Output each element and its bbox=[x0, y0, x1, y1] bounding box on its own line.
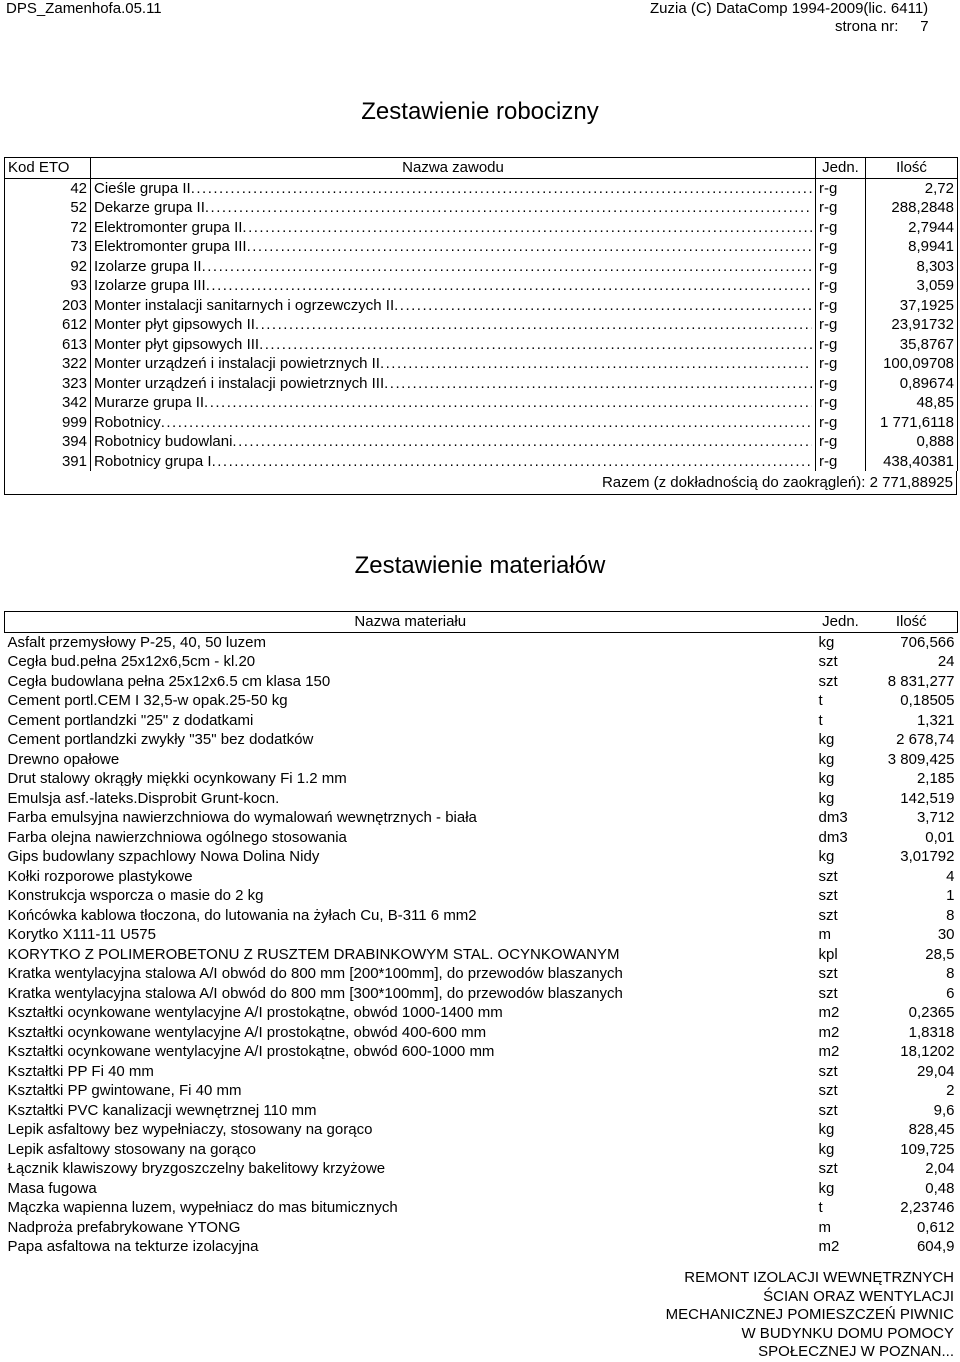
material-name: Korytko X111-11 U575 bbox=[7, 926, 156, 943]
material-name: Gips budowlany szpachlowy Nowa Dolina Nidy bbox=[7, 848, 320, 865]
labor-code: 323 bbox=[5, 374, 91, 394]
labor-name-cell bbox=[91, 452, 816, 472]
labor-qty: 37,1925 bbox=[866, 296, 958, 316]
material-qty: 4 bbox=[946, 867, 955, 885]
total-value: 2 771,88925 bbox=[869, 474, 953, 491]
labor-name: Elektromonter grupa III bbox=[94, 238, 247, 255]
material-unit: m2 bbox=[818, 1004, 840, 1021]
material-row bbox=[5, 1218, 958, 1238]
material-unit: dm3 bbox=[818, 828, 848, 846]
material-name: Farba olejna nawierzchniowa ogólnego stosowania bbox=[7, 828, 347, 846]
labor-name-cell bbox=[91, 257, 816, 277]
dot-leader bbox=[191, 179, 812, 199]
labor-row bbox=[5, 335, 958, 355]
material-unit: szt bbox=[818, 1101, 838, 1119]
labor-qty: 48,85 bbox=[866, 393, 958, 413]
labor-code: 612 bbox=[5, 315, 91, 335]
material-qty: 0,2365 bbox=[908, 1004, 955, 1021]
labor-row bbox=[5, 413, 958, 433]
material-qty: 142,519 bbox=[900, 789, 955, 807]
material-qty: 706,566 bbox=[900, 633, 955, 651]
dot-leader bbox=[206, 276, 812, 296]
project-note-line: SPOŁECZNEJ W POZNAN... bbox=[758, 1343, 954, 1360]
material-qty: 604,9 bbox=[916, 1238, 955, 1255]
material-row bbox=[5, 789, 958, 809]
material-row bbox=[5, 867, 958, 887]
dot-leader bbox=[205, 198, 812, 218]
material-row bbox=[5, 632, 958, 652]
material-unit: szt bbox=[818, 672, 838, 690]
material-name: Cement portlandzki zwykły "35" bez dodatków bbox=[7, 731, 314, 748]
dot-leader bbox=[161, 413, 812, 433]
labor-qty: 8,9941 bbox=[866, 237, 958, 257]
material-row bbox=[5, 1159, 958, 1179]
material-unit: kg bbox=[818, 789, 835, 807]
material-unit: kg bbox=[818, 848, 835, 865]
labor-name-cell bbox=[91, 198, 816, 218]
material-qty: 109,725 bbox=[900, 1140, 955, 1158]
material-name: Drut stalowy okrągły miękki ocynkowany Fi 1.2 mm bbox=[7, 770, 347, 787]
page-number: 7 bbox=[920, 18, 929, 35]
labor-name: Robotnicy budowlani bbox=[94, 433, 233, 450]
labor-unit: r-g bbox=[816, 315, 866, 335]
dot-leader bbox=[259, 335, 812, 355]
labor-code: 394 bbox=[5, 432, 91, 452]
labor-code: 72 bbox=[5, 218, 91, 238]
material-qty: 3 809,425 bbox=[887, 750, 955, 768]
col-qty-header: Ilość bbox=[866, 158, 958, 179]
labor-code: 73 bbox=[5, 237, 91, 257]
dot-leader bbox=[384, 374, 812, 394]
col-code-header: Kod ETO bbox=[5, 158, 91, 179]
labor-qty: 2,7944 bbox=[866, 218, 958, 238]
materials-title: Zestawienie materiałów bbox=[354, 552, 606, 579]
labor-unit: r-g bbox=[816, 198, 866, 218]
labor-code: 42 bbox=[5, 178, 91, 198]
labor-unit: r-g bbox=[816, 276, 866, 296]
material-name: KORYTKO Z POLIMEROBETONU Z RUSZTEM DRABINKOWYM STAL. OCYNKOWANYM bbox=[7, 945, 620, 963]
labor-row bbox=[5, 276, 958, 296]
material-unit: kg bbox=[818, 633, 835, 651]
material-name: Cegła bud.pełna 25x12x6,5cm - kl.20 bbox=[7, 653, 256, 670]
dot-leader bbox=[204, 393, 812, 413]
labor-name: Izolarze grupa II bbox=[94, 257, 202, 275]
material-name: Lepik asfaltowy stosowany na gorąco bbox=[7, 1140, 256, 1158]
labor-name-cell bbox=[91, 393, 816, 413]
labor-name: Robotnicy bbox=[94, 413, 161, 431]
material-row bbox=[5, 730, 958, 750]
project-note-line: ŚCIAN ORAZ WENTYLACJI bbox=[763, 1287, 954, 1305]
material-row bbox=[5, 1140, 958, 1160]
material-name: Farba emulsyjna nawierzchniowa do wymalowań wewnętrznych - biała bbox=[7, 809, 477, 826]
labor-code: 322 bbox=[5, 354, 91, 374]
labor-code: 203 bbox=[5, 296, 91, 316]
materials-table bbox=[4, 611, 958, 1257]
labor-code: 92 bbox=[5, 257, 91, 277]
material-row bbox=[5, 1003, 958, 1023]
material-name: Lepik asfaltowy bez wypełniaczy, stosowany na gorąco bbox=[7, 1121, 373, 1138]
material-row bbox=[5, 906, 958, 926]
material-qty: 1,321 bbox=[916, 711, 955, 729]
page-number-line bbox=[835, 18, 929, 35]
material-unit: szt bbox=[818, 1160, 838, 1177]
material-name: Papa asfaltowa na tekturze izolacyjna bbox=[7, 1238, 259, 1255]
material-row bbox=[5, 1237, 958, 1257]
material-qty: 18,1202 bbox=[900, 1043, 955, 1060]
labor-table bbox=[4, 157, 958, 471]
material-unit: m bbox=[818, 926, 831, 943]
labor-name: Monter urządzeń i instalacji powietrznych III bbox=[94, 374, 385, 392]
material-unit: szt bbox=[818, 867, 838, 885]
material-name: Kształtki PP Fi 40 mm bbox=[7, 1062, 154, 1080]
labor-name-cell bbox=[91, 237, 816, 257]
labor-row bbox=[5, 296, 958, 316]
labor-name: Monter urządzeń i instalacji powietrznych II bbox=[94, 355, 380, 372]
material-qty: 28,5 bbox=[925, 945, 955, 963]
labor-unit: r-g bbox=[816, 296, 866, 316]
material-qty: 24 bbox=[937, 653, 955, 670]
labor-code: 391 bbox=[5, 452, 91, 472]
labor-row bbox=[5, 178, 958, 198]
material-row bbox=[5, 1120, 958, 1140]
material-name: Mączka wapienna luzem, wypełniacz do mas bitumicznych bbox=[7, 1199, 398, 1216]
material-row bbox=[5, 691, 958, 711]
labor-name-cell bbox=[91, 354, 816, 374]
material-qty: 8 bbox=[946, 965, 955, 982]
document-filename: DPS_Zamenhofa.05.11 bbox=[6, 0, 162, 17]
material-row bbox=[5, 652, 958, 672]
materials-header-row bbox=[5, 612, 958, 633]
labor-name: Cieśle grupa II bbox=[94, 179, 191, 197]
material-row bbox=[5, 945, 958, 965]
material-row bbox=[5, 769, 958, 789]
labor-code: 52 bbox=[5, 198, 91, 218]
material-unit: kg bbox=[818, 731, 835, 748]
labor-header-row bbox=[5, 158, 958, 179]
dot-leader bbox=[202, 257, 812, 277]
labor-total-row bbox=[4, 471, 957, 495]
col-name-header: Nazwa zawodu bbox=[91, 158, 816, 179]
material-row bbox=[5, 1198, 958, 1218]
labor-row bbox=[5, 374, 958, 394]
labor-qty: 23,91732 bbox=[866, 315, 958, 335]
material-name: Nadproża prefabrykowane YTONG bbox=[7, 1218, 241, 1236]
material-unit: kg bbox=[818, 1121, 835, 1138]
material-row bbox=[5, 925, 958, 945]
labor-name-cell bbox=[91, 315, 816, 335]
labor-name: Elektromonter grupa II bbox=[94, 218, 243, 236]
labor-code: 999 bbox=[5, 413, 91, 433]
labor-code: 93 bbox=[5, 276, 91, 296]
material-row bbox=[5, 1081, 958, 1101]
material-qty: 6 bbox=[946, 984, 955, 1002]
labor-row bbox=[5, 257, 958, 277]
material-qty: 8 831,277 bbox=[887, 672, 955, 690]
labor-name-cell bbox=[91, 276, 816, 296]
material-unit: szt bbox=[818, 965, 838, 982]
material-qty: 30 bbox=[937, 926, 955, 943]
labor-row bbox=[5, 452, 958, 472]
material-name: Kształtki ocynkowane wentylacyjne A/I prostokątne, obwód 1000-1400 mm bbox=[7, 1004, 503, 1021]
material-name: Kształtki PVC kanalizacji wewnętrznej 110 mm bbox=[7, 1101, 317, 1119]
labor-name: Monter instalacji sanitarnych i ogrzewczych II bbox=[94, 296, 395, 314]
material-unit: m2 bbox=[818, 1023, 840, 1041]
material-row bbox=[5, 672, 958, 692]
dot-leader bbox=[255, 315, 812, 335]
material-unit: szt bbox=[818, 653, 838, 670]
material-name: Masa fugowa bbox=[7, 1179, 97, 1197]
material-name: Cegła budowlana pełna 25x12x6.5 cm klasa 150 bbox=[7, 672, 331, 690]
material-qty: 3,01792 bbox=[900, 848, 955, 865]
material-unit: m2 bbox=[818, 1238, 840, 1255]
material-unit: t bbox=[818, 692, 823, 709]
labor-unit: r-g bbox=[816, 237, 866, 257]
material-unit: kg bbox=[818, 1140, 835, 1158]
labor-name: Murarze grupa II bbox=[94, 394, 205, 411]
material-row bbox=[5, 1101, 958, 1121]
labor-qty: 2,72 bbox=[866, 178, 958, 198]
labor-row bbox=[5, 393, 958, 413]
labor-unit: r-g bbox=[816, 432, 866, 452]
material-qty: 2 bbox=[946, 1082, 955, 1099]
project-note bbox=[666, 1269, 954, 1362]
labor-name: Dekarze grupa II bbox=[94, 199, 205, 216]
material-qty: 8 bbox=[946, 906, 955, 924]
labor-name-cell bbox=[91, 432, 816, 452]
material-name: Kołki rozporowe plastykowe bbox=[7, 867, 193, 885]
material-row bbox=[5, 1023, 958, 1043]
labor-unit: r-g bbox=[816, 335, 866, 355]
labor-name: Izolarze grupa III bbox=[94, 277, 206, 294]
project-note-line: W BUDYNKU DOMU POMOCY bbox=[741, 1324, 954, 1342]
material-qty: 0,01 bbox=[925, 828, 955, 846]
labor-name-cell bbox=[91, 374, 816, 394]
labor-code: 613 bbox=[5, 335, 91, 355]
material-unit: m2 bbox=[818, 1043, 840, 1060]
material-qty: 2,185 bbox=[916, 770, 955, 787]
labor-name-cell bbox=[91, 335, 816, 355]
labor-code: 342 bbox=[5, 393, 91, 413]
material-name: Emulsja asf.-lateks.Disprobit Grunt-kocn. bbox=[7, 789, 280, 807]
dot-leader bbox=[232, 432, 812, 452]
material-name: Drewno opałowe bbox=[7, 750, 120, 768]
material-unit: t bbox=[818, 1199, 823, 1216]
labor-qty: 0,89674 bbox=[866, 374, 958, 394]
material-name: Końcówka kablowa tłoczona, do lutowania na żyłach Cu, B-311 6 mm2 bbox=[7, 906, 477, 924]
labor-name: Robotnicy grupa I bbox=[94, 452, 212, 470]
labor-name-cell bbox=[91, 178, 816, 198]
material-name: Kratka wentylacyjna stalowa A/I obwód do 800 mm [200*100mm], do przewodów blaszanych bbox=[7, 965, 623, 982]
material-name: Kształtki PP gwintowane, Fi 40 mm bbox=[7, 1082, 242, 1099]
labor-qty: 1 771,6118 bbox=[866, 413, 958, 433]
dot-leader bbox=[242, 218, 812, 238]
material-unit: kg bbox=[818, 770, 835, 787]
material-unit: kg bbox=[818, 1179, 835, 1197]
labor-name-cell bbox=[91, 218, 816, 238]
material-row bbox=[5, 964, 958, 984]
dot-leader bbox=[394, 296, 812, 316]
material-qty: 1 bbox=[946, 887, 955, 904]
labor-name: Monter płyt gipsowych II bbox=[94, 316, 255, 333]
labor-qty: 8,303 bbox=[866, 257, 958, 277]
labor-unit: r-g bbox=[816, 178, 866, 198]
material-unit: kg bbox=[818, 750, 835, 768]
project-note-line: MECHANICZNEJ POMIESZCZEŃ PIWNIC bbox=[665, 1306, 954, 1323]
material-row bbox=[5, 847, 958, 867]
page-label: strona nr: bbox=[835, 18, 899, 35]
labor-unit: r-g bbox=[816, 257, 866, 277]
labor-unit: r-g bbox=[816, 413, 866, 433]
material-row bbox=[5, 750, 958, 770]
col-qty-header: Ilość bbox=[866, 612, 958, 633]
material-qty: 828,45 bbox=[908, 1121, 955, 1138]
dot-leader bbox=[212, 452, 812, 472]
material-row bbox=[5, 984, 958, 1004]
material-unit: szt bbox=[818, 906, 838, 924]
labor-row bbox=[5, 315, 958, 335]
material-unit: szt bbox=[818, 1082, 838, 1099]
material-unit: szt bbox=[818, 887, 838, 904]
total-label: Razem (z dokładnością do zaokrągleń): bbox=[601, 474, 866, 491]
material-qty: 1,8318 bbox=[908, 1023, 955, 1041]
labor-unit: r-g bbox=[816, 452, 866, 472]
material-row bbox=[5, 886, 958, 906]
dot-leader bbox=[247, 237, 812, 257]
material-qty: 0,612 bbox=[916, 1218, 955, 1236]
project-note-line: REMONT IZOLACJI WEWNĘTRZNYCH bbox=[684, 1269, 954, 1286]
labor-row bbox=[5, 198, 958, 218]
dot-leader bbox=[380, 354, 812, 374]
material-qty: 2,23746 bbox=[900, 1199, 955, 1216]
labor-row bbox=[5, 218, 958, 238]
material-name: Konstrukcja wsporcza o masie do 2 kg bbox=[7, 887, 264, 904]
labor-row bbox=[5, 237, 958, 257]
material-row bbox=[5, 828, 958, 848]
material-unit: m bbox=[818, 1218, 831, 1236]
material-unit: t bbox=[818, 711, 823, 729]
labor-qty: 3,059 bbox=[866, 276, 958, 296]
material-name: Kratka wentylacyjna stalowa A/I obwód do 800 mm [300*100mm], do przewodów blaszanych bbox=[7, 984, 623, 1002]
col-material-header: Nazwa materiału bbox=[5, 612, 816, 633]
labor-title: Zestawienie robocizny bbox=[361, 98, 599, 125]
col-unit-header: Jedn. bbox=[816, 612, 866, 633]
labor-unit: r-g bbox=[816, 393, 866, 413]
material-name: Asfalt przemysłowy P-25, 40, 50 luzem bbox=[7, 633, 266, 651]
material-qty: 9,6 bbox=[933, 1101, 955, 1119]
labor-row bbox=[5, 432, 958, 452]
labor-qty: 438,40381 bbox=[866, 452, 958, 472]
labor-unit: r-g bbox=[816, 374, 866, 394]
material-qty: 2 678,74 bbox=[896, 731, 955, 748]
material-qty: 3,712 bbox=[916, 809, 955, 826]
material-name: Kształtki ocynkowane wentylacyjne A/I prostokątne, obwód 600-1000 mm bbox=[7, 1043, 495, 1060]
material-name: Cement portlandzki "25" z dodatkami bbox=[7, 711, 254, 729]
material-qty: 0,48 bbox=[925, 1179, 955, 1197]
material-qty: 2,04 bbox=[925, 1160, 955, 1177]
labor-qty: 288,2848 bbox=[866, 198, 958, 218]
software-license: Zuzia (C) DataComp 1994-2009(lic. 6411) bbox=[650, 0, 929, 17]
material-qty: 29,04 bbox=[916, 1062, 955, 1080]
col-unit-header: Jedn. bbox=[816, 158, 866, 179]
material-row bbox=[5, 1062, 958, 1082]
labor-name-cell bbox=[91, 296, 816, 316]
material-row bbox=[5, 1042, 958, 1062]
material-row bbox=[5, 711, 958, 731]
labor-name: Monter płyt gipsowych III bbox=[94, 335, 260, 353]
labor-qty: 0,888 bbox=[866, 432, 958, 452]
material-row bbox=[5, 808, 958, 828]
labor-unit: r-g bbox=[816, 354, 866, 374]
labor-unit: r-g bbox=[816, 218, 866, 238]
material-name: Cement portl.CEM I 32,5-w opak.25-50 kg bbox=[7, 692, 288, 709]
material-name: Łącznik klawiszowy bryzgoszczelny bakelitowy krzyżowe bbox=[7, 1160, 386, 1177]
material-qty: 0,18505 bbox=[900, 692, 955, 709]
labor-qty: 35,8767 bbox=[866, 335, 958, 355]
material-unit: szt bbox=[818, 984, 838, 1002]
material-unit: szt bbox=[818, 1062, 838, 1080]
material-row bbox=[5, 1179, 958, 1199]
labor-qty: 100,09708 bbox=[866, 354, 958, 374]
material-unit: kpl bbox=[818, 945, 838, 963]
material-name: Kształtki ocynkowane wentylacyjne A/I prostokątne, obwód 400-600 mm bbox=[7, 1023, 487, 1041]
labor-row bbox=[5, 354, 958, 374]
material-unit: dm3 bbox=[818, 809, 848, 826]
labor-name-cell bbox=[91, 413, 816, 433]
